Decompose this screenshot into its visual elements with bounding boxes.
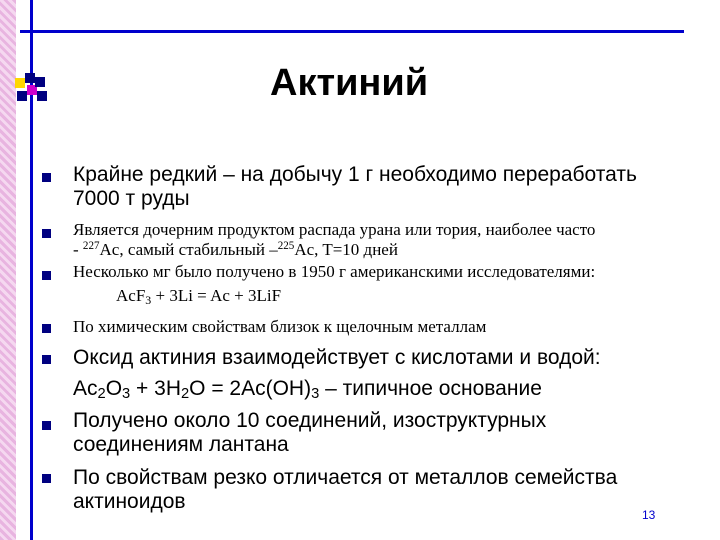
bullet-text-3: Несколько мг было получено в 1950 г американскими исследователями: AcF$_3$ + 3Li = Ac + 3LiF <box>73 262 596 307</box>
title-ornament-icon <box>15 73 47 105</box>
bullet-text-2: Является дочерним продуктом распада урана или тория, наиболее часто - $^{227}$Ac, самый стабильный –$^{225}$Ac, T=10 дней <box>73 220 596 259</box>
bullet-text-7: По свойствам резко отличается от металлов семейства актиноидов <box>73 466 618 513</box>
bullet-square-icon <box>42 421 51 430</box>
bullet-text-4: По химическим свойствам близок к щелочным металлам <box>73 317 487 336</box>
equation: AcF$_3$ + 3Li = Ac + 3LiF <box>116 286 282 307</box>
bullet-text-5: Оксид актиния взаимодействует с кислотами и водой: $Ac_2O_3 + 3H_2O = 2Ac(OH)_3$ – типичное основание <box>73 346 601 402</box>
bullet-text-1: Крайне редкий – на добычу 1 г необходимо переработать 7000 т руды <box>73 163 637 210</box>
bullet-square-icon <box>42 173 51 182</box>
page-number: 13 <box>642 508 656 522</box>
bullet-square-icon <box>42 474 51 483</box>
bullet-square-icon <box>42 355 51 364</box>
horizontal-rule <box>20 30 684 33</box>
bullet-text-6: Получено около 10 соединений, изоструктурных соединениям лантана <box>73 409 547 456</box>
bullet-square-icon <box>42 271 51 280</box>
bullet-square-icon <box>42 324 51 333</box>
slide-title: Актиний <box>270 62 429 104</box>
bullet-square-icon <box>42 229 51 238</box>
decorative-stripe <box>0 0 16 540</box>
equation: $Ac_2O_3 + 3H_2O = 2Ac(OH)_3$ – типичное основание <box>73 377 542 402</box>
